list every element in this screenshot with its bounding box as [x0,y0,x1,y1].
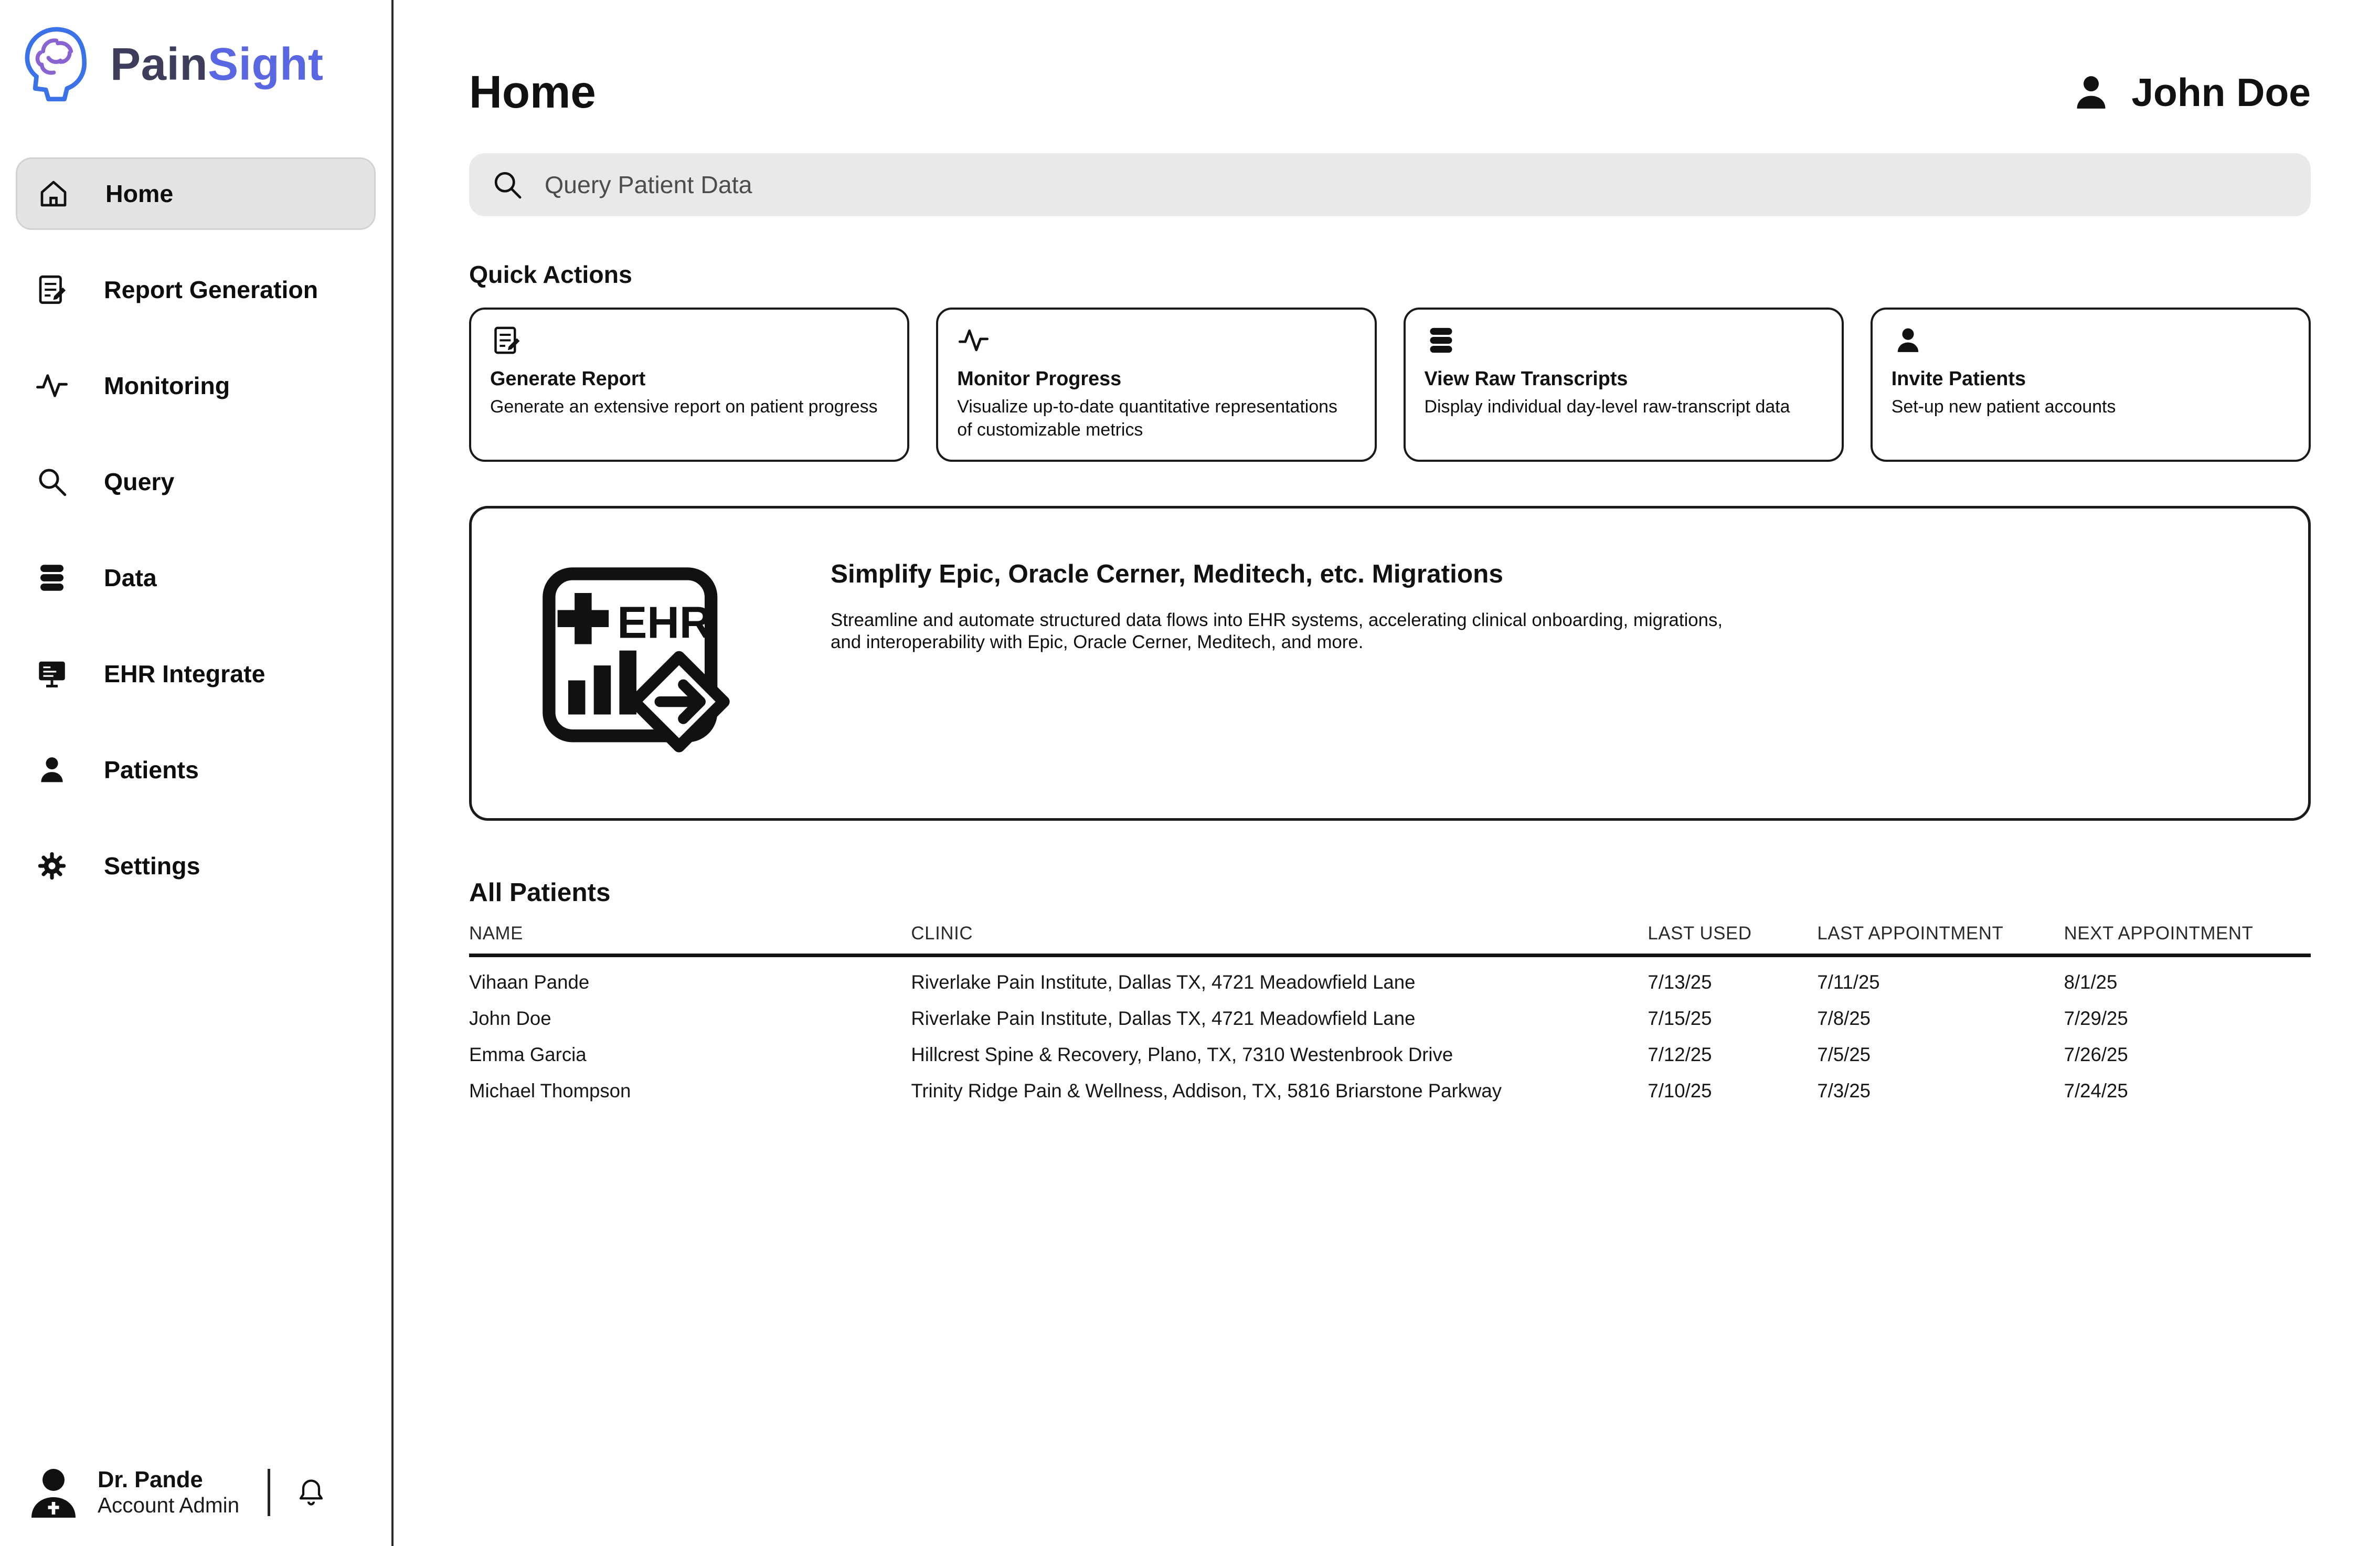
sidebar-item-label: Data [104,564,157,591]
quick-action-cards [469,308,2311,462]
cell-last-used: 7/13/25 [1648,971,1712,993]
cell-next-appointment: 7/24/25 [2064,1080,2128,1102]
sidebar-item-settings[interactable] [16,830,376,902]
sidebar-item-ehr-integrate[interactable] [16,638,376,710]
person-icon [1892,324,1925,357]
sidebar-item-label: Patients [104,756,199,783]
brand-logo [0,0,391,123]
card-desc: Generate an extensive report on patient progress [490,397,878,417]
cell-last-appointment: 7/5/25 [1817,1044,1871,1065]
doctor-avatar[interactable] [25,1464,82,1521]
topbar [469,66,2311,119]
cell-last-used: 7/15/25 [1648,1008,1712,1029]
cell-next-appointment: 8/1/25 [2064,971,2118,993]
col-last-appointment: LAST APPOINTMENT [1817,917,2064,956]
card-desc: Visualize up-to-date quantitative representations of customizable metrics [957,397,1337,440]
ehr-icon-label: EHR [617,598,712,648]
sidebar-item-label: Report Generation [104,276,318,303]
cell-name: Michael Thompson [469,1080,631,1102]
sidebar-item-label: Query [104,468,175,495]
banner-desc-line2: and interoperability with Epic, Oracle Cerner, Meditech, and more. [831,632,1364,653]
user-name: John Doe [2131,70,2311,114]
pulse-icon [957,324,990,357]
sidebar-item-label: Settings [104,852,200,880]
person-icon [35,753,69,787]
cell-last-used: 7/10/25 [1648,1080,1712,1102]
account-role: Account Admin [98,1493,240,1517]
database-icon [35,560,69,595]
cell-last-appointment: 7/11/25 [1817,971,1880,993]
search-bar [469,153,2311,216]
banner-text [831,559,1723,654]
sidebar-item-query[interactable] [16,446,376,518]
cell-clinic: Riverlake Pain Institute, Dallas TX, 4721 Meadowfield Lane [911,1008,1416,1029]
cell-last-appointment: 7/8/25 [1817,1008,1871,1029]
card-title: Monitor Progress [957,368,1122,390]
card-generate-report[interactable] [469,308,909,462]
home-icon [36,176,71,211]
card-desc: Display individual day-level raw-transcript data [1424,397,1790,417]
brand-name [110,38,324,91]
cell-next-appointment: 7/26/25 [2064,1044,2128,1065]
col-clinic: CLINIC [911,917,1648,956]
sidebar-item-monitoring[interactable] [16,350,376,422]
brand-sight: Sight [208,39,324,90]
sidebar [0,0,394,1546]
account-name: Dr. Pande [98,1467,203,1492]
cell-clinic: Riverlake Pain Institute, Dallas TX, 4721 Meadowfield Lane [911,971,1416,993]
brain-logo-icon [13,22,98,107]
account-divider [268,1469,270,1516]
table-header-row [469,917,2311,956]
card-monitor-progress[interactable] [936,308,1376,462]
quick-actions-heading: Quick Actions [469,261,632,288]
card-invite-patients[interactable] [1871,308,2311,462]
gear-icon [35,849,69,883]
sidebar-item-label: Home [105,180,174,207]
brand-pain: Pain [110,39,208,90]
table-row[interactable] [469,1001,2311,1037]
table-row[interactable] [469,956,2311,1001]
search-icon [491,168,524,202]
search-input[interactable] [545,171,2289,199]
sidebar-item-label: Monitoring [104,372,230,399]
banner-title: Simplify Epic, Oracle Cerner, Meditech, etc. Migrations [831,559,1503,588]
cell-last-used: 7/12/25 [1648,1044,1712,1065]
main-content [394,0,2380,1546]
card-view-raw-transcripts[interactable] [1404,308,1844,462]
report-icon [490,324,523,357]
col-last-used: LAST USED [1648,917,1817,956]
table-row[interactable] [469,1037,2311,1073]
search-icon [35,464,69,499]
sidebar-item-label: EHR Integrate [104,660,265,687]
card-desc: Set-up new patient accounts [1891,397,2116,417]
cell-name: Vihaan Pande [469,971,590,993]
report-icon [35,272,69,307]
patients-table [469,917,2311,1109]
sidebar-item-data[interactable] [16,542,376,614]
sidebar-item-patients[interactable] [16,734,376,806]
cell-last-appointment: 7/3/25 [1817,1080,1871,1102]
page-title: Home [469,67,596,118]
cell-next-appointment: 7/29/25 [2064,1008,2128,1029]
cell-clinic: Hillcrest Spine & Recovery, Plano, TX, 7310 Westenbrook Drive [911,1044,1453,1065]
sidebar-nav [0,157,391,902]
account-area [25,1464,327,1521]
user-icon [2070,71,2112,114]
ehr-migration-banner[interactable] [469,506,2311,821]
cell-name: John Doe [469,1008,551,1029]
cell-name: Emma Garcia [469,1044,587,1065]
monitor-icon [35,656,69,691]
all-patients-heading: All Patients [469,878,611,907]
database-icon [1425,324,1458,357]
bell-icon[interactable] [295,1475,327,1510]
ehr-icon [535,561,742,766]
sidebar-item-home[interactable] [16,157,376,230]
banner-desc-line1: Streamline and automate structured data flows into EHR systems, accelerating clinical onboarding, migrations, [831,610,1723,630]
account-text [98,1467,239,1518]
col-next-appointment: NEXT APPOINTMENT [2064,917,2311,956]
pulse-icon [35,368,69,403]
cell-clinic: Trinity Ridge Pain & Wellness, Addison, TX, 5816 Briarstone Parkway [911,1080,1502,1102]
card-title: Generate Report [490,368,646,390]
card-title: Invite Patients [1891,368,2026,390]
sidebar-item-report-generation[interactable] [16,253,376,326]
card-title: View Raw Transcripts [1424,368,1628,390]
user-menu[interactable] [2070,70,2311,115]
table-row[interactable] [469,1073,2311,1109]
banner-desc [831,609,1723,654]
col-name: NAME [469,917,911,956]
